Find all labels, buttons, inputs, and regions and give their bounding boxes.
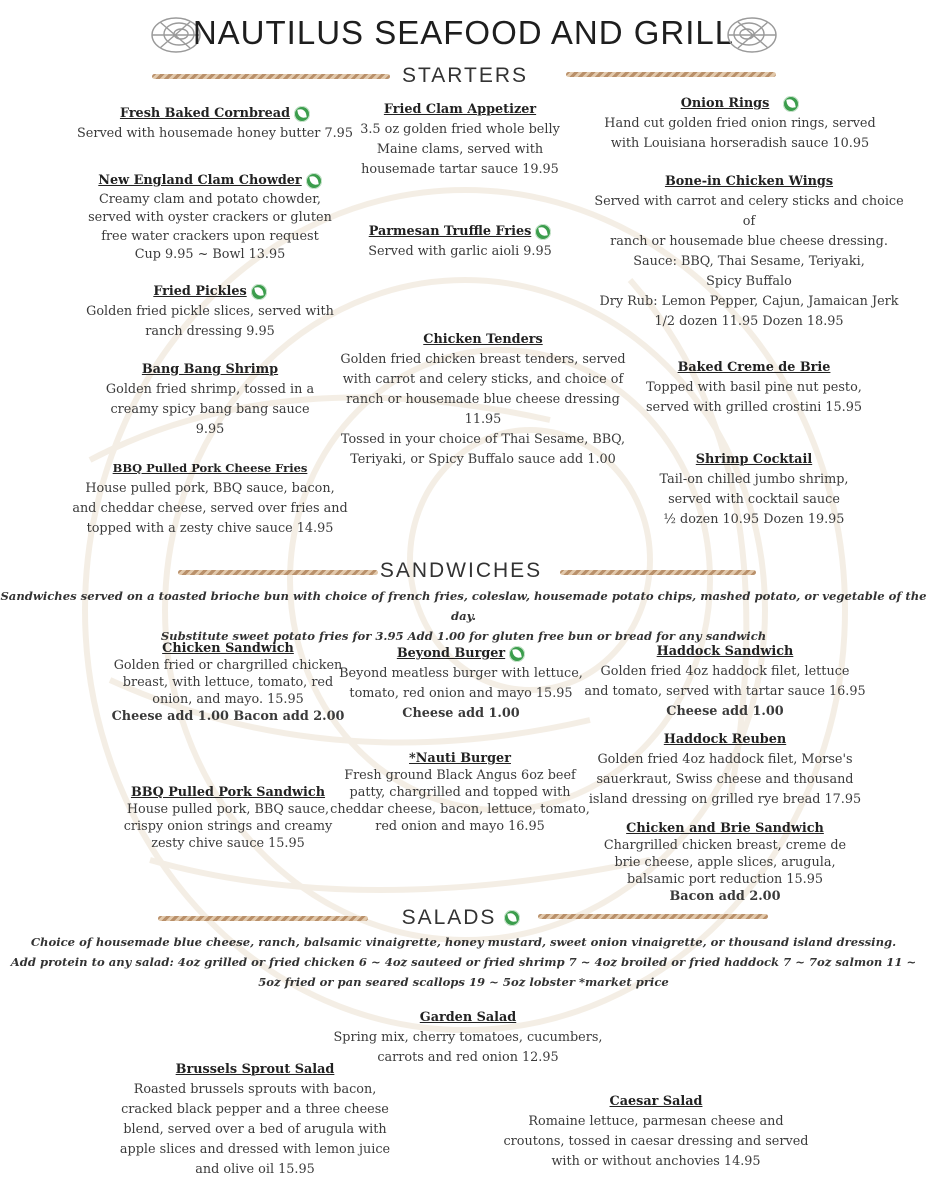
salads-heading: SALADS: [396, 906, 526, 930]
nautilus-shell-icon: [724, 14, 782, 56]
item-name: Chicken Sandwich: [162, 641, 294, 656]
menu-item-baked-creme-de-brie: Baked Creme de Brie Topped with basil pine nut pesto, served with grilled crostini 15.95: [645, 360, 863, 415]
vegetarian-leaf-icon: [306, 173, 322, 189]
menu-item-onion-rings: Onion Rings Hand cut golden fried onion rings, served with Louisiana horseradish sauce 10.95: [604, 96, 876, 151]
item-name: Bone-in Chicken Wings: [664, 174, 834, 189]
menu-item-bone-in-chicken-wings: Bone-in Chicken Wings Served with carrot and celery sticks and choice of ranch or housemade blue cheese dressing. Sauce: BBQ, Thai Sesame, Teriyaki, Spicy Buffalo Dry Rub: Lemon Pepper, Cajun, Jamaican Jerk 1/2 dozen 11.95 Dozen 18.95: [594, 174, 904, 329]
menu-item-nauti-burger: *Nauti Burger Fresh ground Black Angus 6oz beef patty, chargrilled and topped with cheddar cheese, bacon, lettuce, tomato, red onion and mayo 16.95: [330, 751, 590, 834]
item-name: Caesar Salad: [609, 1094, 703, 1109]
menu-item-beyond-burger: Beyond Burger Beyond meatless burger with lettuce, tomato, red onion and mayo 15.95 Cheese add 1.00: [339, 646, 583, 721]
item-name: Parmesan Truffle Fries: [368, 224, 532, 239]
vegetarian-leaf-icon: [294, 106, 310, 122]
rope-divider: [152, 74, 390, 79]
item-name: Shrimp Cocktail: [695, 452, 813, 467]
menu-item-chicken-and-brie-sandwich: Chicken and Brie Sandwich Chargrilled chicken breast, creme de brie cheese, apple slices, arugula, balsamic port reduction 15.95 Bacon add 2.00: [603, 821, 847, 904]
rope-divider: [560, 570, 756, 575]
menu-item-bang-bang-shrimp: Bang Bang Shrimp Golden fried shrimp, tossed in a creamy spicy bang bang sauce 9.95: [105, 362, 315, 437]
menu-item-parmesan-truffle-fries: Parmesan Truffle Fries Served with garlic aioli 9.95: [368, 224, 552, 259]
item-name: Fried Clam Appetizer: [383, 102, 537, 117]
sandwiches-note: Sandwiches served on a toasted brioche bun with choice of french fries, coleslaw, housemade potato chips, mashed potato, or vegetable of the day. Substitute sweet potato fries for 3.95 Add 1.00 for gluten free bun or bread for any sandwich: [0, 589, 927, 643]
menu-item-fresh-baked-cornbread: Fresh Baked Cornbread Served with housemade honey butter 7.95: [77, 106, 353, 141]
menu-item-haddock-sandwich: Haddock Sandwich Golden fried 4oz haddock filet, lettuce and tomato, served with tartar sauce 16.95 Cheese add 1.00: [584, 644, 866, 719]
menu-item-brussels-sprout-salad: Brussels Sprout Salad Roasted brussels sprouts with bacon, cracked black pepper and a three cheese blend, served over a bed of arugula with apple slices and dressed with lemon juice and olive oil 15.95: [119, 1062, 391, 1177]
item-name: Chicken Tenders: [423, 332, 543, 347]
item-name: Haddock Reuben: [663, 732, 787, 747]
menu-item-bbq-pulled-pork-sandwich: BBQ Pulled Pork Sandwich House pulled pork, BBQ sauce, crispy onion strings and creamy zesty chive sauce 15.95: [123, 785, 333, 851]
salads-note: Choice of housemade blue cheese, ranch, balsamic vinaigrette, honey mustard, sweet onion vinaigrette, or thousand island dressing. Add protein to any salad: 4oz grilled or fried chicken 6 ~ 4oz sauteed or fried shrimp 7 ~ 4oz broiled or fried haddock 7 ~ 7oz salmon 11 ~ 5oz fried or pan seared scallops 19 ~ 5oz lobster *market price: [10, 935, 917, 989]
vegetarian-leaf-icon: [251, 284, 267, 300]
item-name: BBQ Pulled Pork Sandwich: [130, 785, 326, 800]
item-name: Beyond Burger: [396, 646, 506, 661]
vegetarian-leaf-icon: [783, 96, 799, 112]
rope-divider: [538, 914, 768, 919]
item-name: Fried Pickles: [153, 284, 247, 299]
menu-item-shrimp-cocktail: Shrimp Cocktail Tail-on chilled jumbo shrimp, served with cocktail sauce ½ dozen 10.95 Dozen 19.95: [659, 452, 849, 527]
item-name: Fresh Baked Cornbread: [119, 106, 291, 121]
vegetarian-leaf-icon: [509, 646, 525, 662]
menu-item-bbq-pulled-pork-cheese-fries: BBQ Pulled Pork Cheese Fries House pulled pork, BBQ sauce, bacon, and cheddar cheese, served over fries and topped with a zesty chive sauce 14.95: [72, 461, 348, 536]
menu-item-new-england-clam-chowder: New England Clam Chowder Creamy clam and potato chowder, served with oyster crackers or gluten free water crackers upon request Cup 9.95 ~ Bowl 13.95: [88, 173, 332, 262]
rope-divider: [158, 916, 368, 921]
item-name: Haddock Sandwich: [656, 644, 794, 659]
item-name: BBQ Pulled Pork Cheese Fries: [112, 461, 308, 475]
item-name: Garden Salad: [419, 1010, 517, 1025]
rope-divider: [566, 72, 776, 77]
restaurant-title: NAUTILUS SEAFOOD AND GRILL: [192, 14, 735, 51]
menu-item-chicken-sandwich: Chicken Sandwich Golden fried or chargrilled chicken breast, with lettuce, tomato, red onion, and mayo. 15.95 Cheese add 1.00 Bacon add 2.00: [111, 641, 345, 724]
menu-item-haddock-reuben: Haddock Reuben Golden fried 4oz haddock filet, Morse's sauerkraut, Swiss cheese and thousand island dressing on grilled rye bread 17.95: [588, 732, 862, 807]
menu-item-chicken-tenders: Chicken Tenders Golden fried chicken breast tenders, served with carrot and celery sticks, and choice of ranch or housemade blue cheese dressing 11.95 Tossed in your choice of Thai Sesame, BBQ, Teriyaki, or Spicy Buffalo sauce add 1.00: [340, 332, 626, 467]
item-name: *Nauti Burger: [409, 751, 511, 766]
item-name: Baked Creme de Brie: [677, 360, 831, 375]
vegetarian-leaf-icon: [504, 910, 520, 926]
menu-item-caesar-salad: Caesar Salad Romaine lettuce, parmesan cheese and croutons, tossed in caesar dressing and served with or without anchovies 14.95: [503, 1094, 809, 1169]
starters-heading: STARTERS: [401, 64, 529, 87]
sandwiches-heading: SANDWICHES: [379, 559, 543, 582]
item-name: Brussels Sprout Salad: [175, 1062, 335, 1077]
item-name: New England Clam Chowder: [98, 173, 302, 188]
item-name: Bang Bang Shrimp: [141, 362, 279, 377]
menu-item-fried-clam-appetizer: Fried Clam Appetizer 3.5 oz golden fried whole belly Maine clams, served with housemade tartar sauce 19.95: [360, 102, 560, 177]
rope-divider: [178, 570, 378, 575]
item-name: Onion Rings: [680, 96, 770, 111]
menu-item-garden-salad: Garden Salad Spring mix, cherry tomatoes, cucumbers, carrots and red onion 12.95: [333, 1010, 603, 1065]
item-name: Chicken and Brie Sandwich: [626, 821, 824, 836]
vegetarian-leaf-icon: [535, 224, 551, 240]
menu-item-fried-pickles: Fried Pickles Golden fried pickle slices, served with ranch dressing 9.95: [86, 284, 334, 339]
